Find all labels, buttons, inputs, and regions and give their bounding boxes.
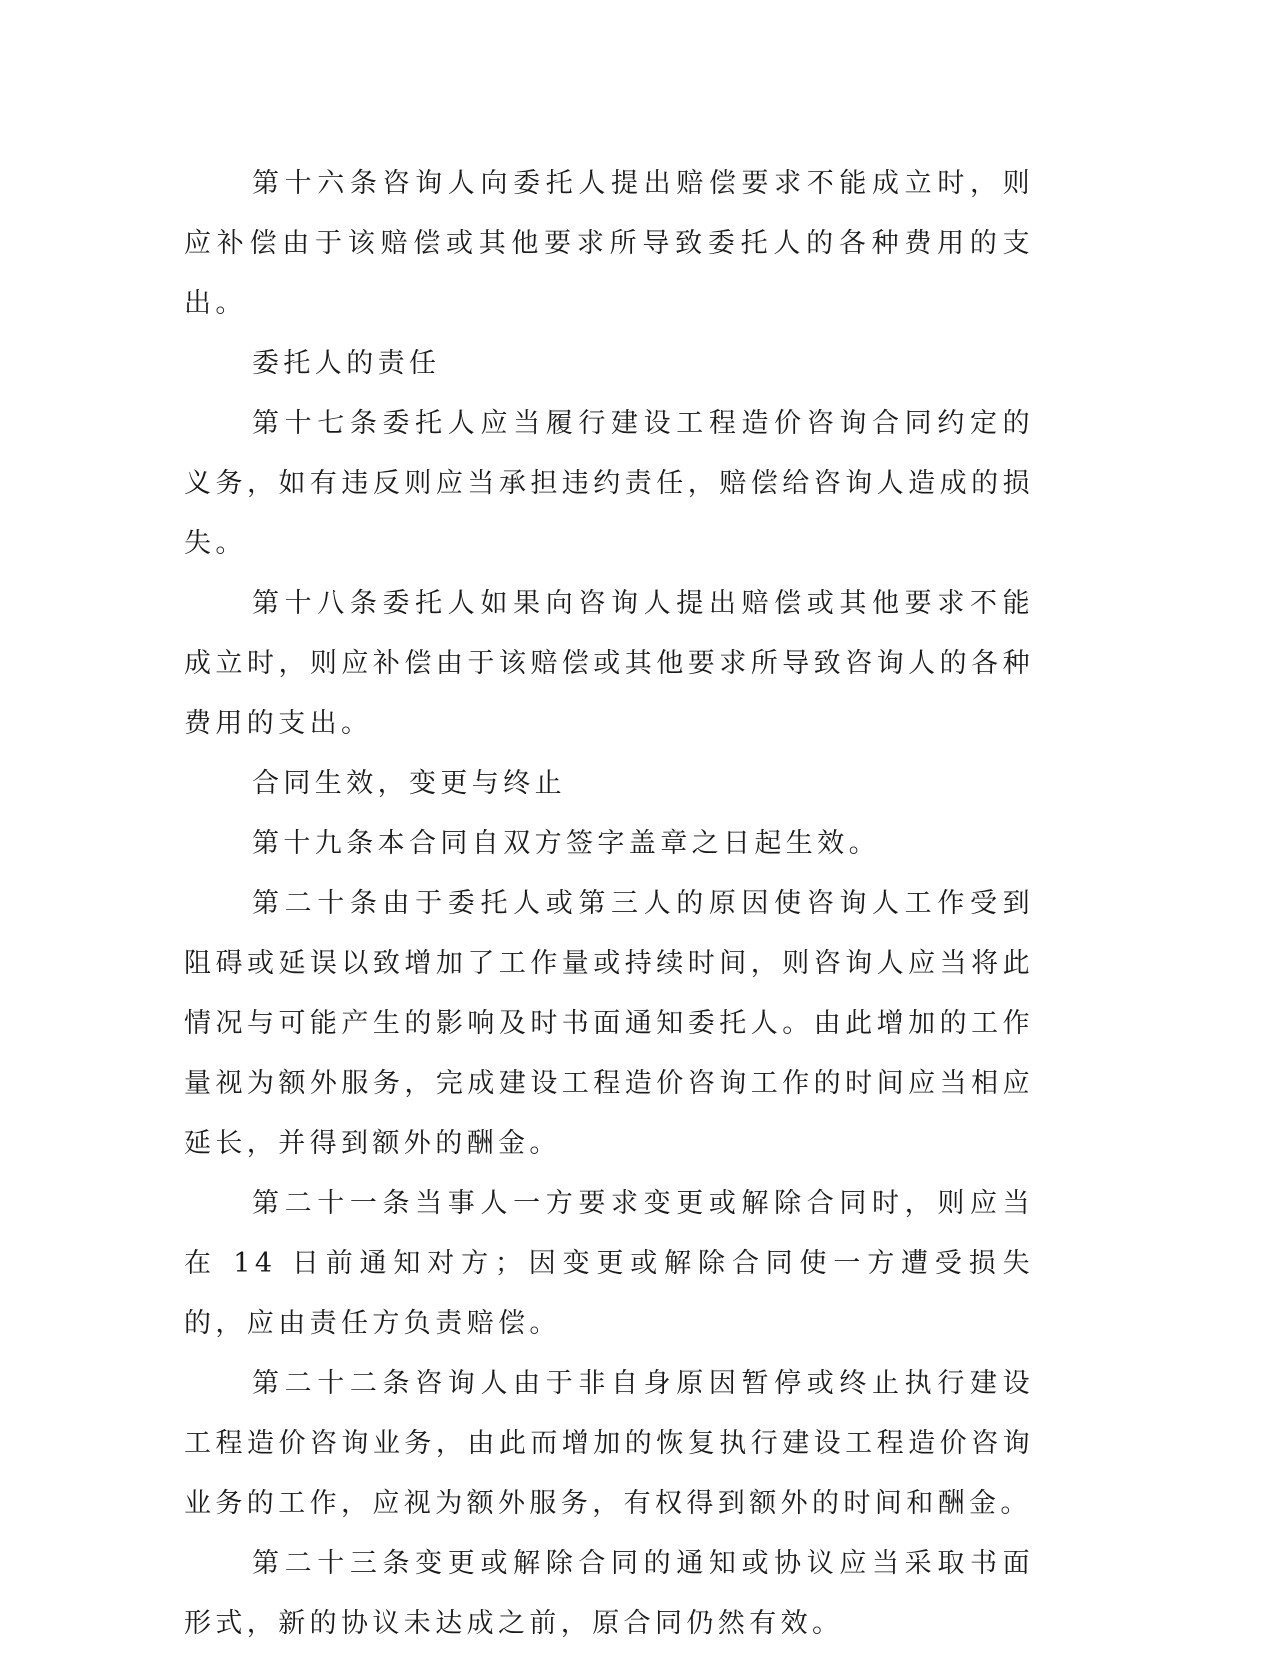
clause-17-paragraph: 第十七条委托人应当履行建设工程造价咨询合同约定的义务，如有违反则应当承担违约责任，赔偿给咨询人造成的损失。 bbox=[184, 408, 1034, 559]
clause-18-paragraph: 第十八条委托人如果向咨询人提出赔偿或其他要求不能成立时，则应补偿由于该赔偿或其他要求所导致咨询人的各种费用的支出。 bbox=[184, 588, 1034, 739]
clause-23-paragraph: 第二十三条变更或解除合同的通知或协议应当采取书面形式，新的协议未达成之前，原合同仍然有效。 bbox=[184, 1548, 1034, 1639]
section-heading-client-responsibility: 委托人的责任 bbox=[252, 348, 441, 379]
document-body bbox=[184, 154, 1034, 1654]
section-heading-contract-effect: 合同生效，变更与终止 bbox=[252, 768, 566, 799]
clause-16-paragraph: 第十六条咨询人向委托人提出赔偿要求不能成立时，则应补偿由于该赔偿或其他要求所导致委托人的各种费用的支出。 bbox=[184, 168, 1034, 319]
clause-21-paragraph: 第二十一条当事人一方要求变更或解除合同时，则应当在 14 日前通知对方；因变更或解除合同使一方遭受损失的，应由责任方负责赔偿。 bbox=[184, 1188, 1034, 1339]
clause-20-paragraph: 第二十条由于委托人或第三人的原因使咨询人工作受到阻碍或延误以致增加了工作量或持续时间，则咨询人应当将此情况与可能产生的影响及时书面通知委托人。由此增加的工作量视为额外服务，完成建设工程造价咨询工作的时间应当相应延长，并得到额外的酬金。 bbox=[184, 888, 1034, 1159]
clause-19-paragraph: 第十九条本合同自双方签字盖章之日起生效。 bbox=[252, 828, 880, 859]
clause-22-paragraph: 第二十二条咨询人由于非自身原因暂停或终止执行建设工程造价咨询业务，由此而增加的恢复执行建设工程造价咨询业务的工作，应视为额外服务，有权得到额外的时间和酬金。 bbox=[184, 1368, 1034, 1519]
